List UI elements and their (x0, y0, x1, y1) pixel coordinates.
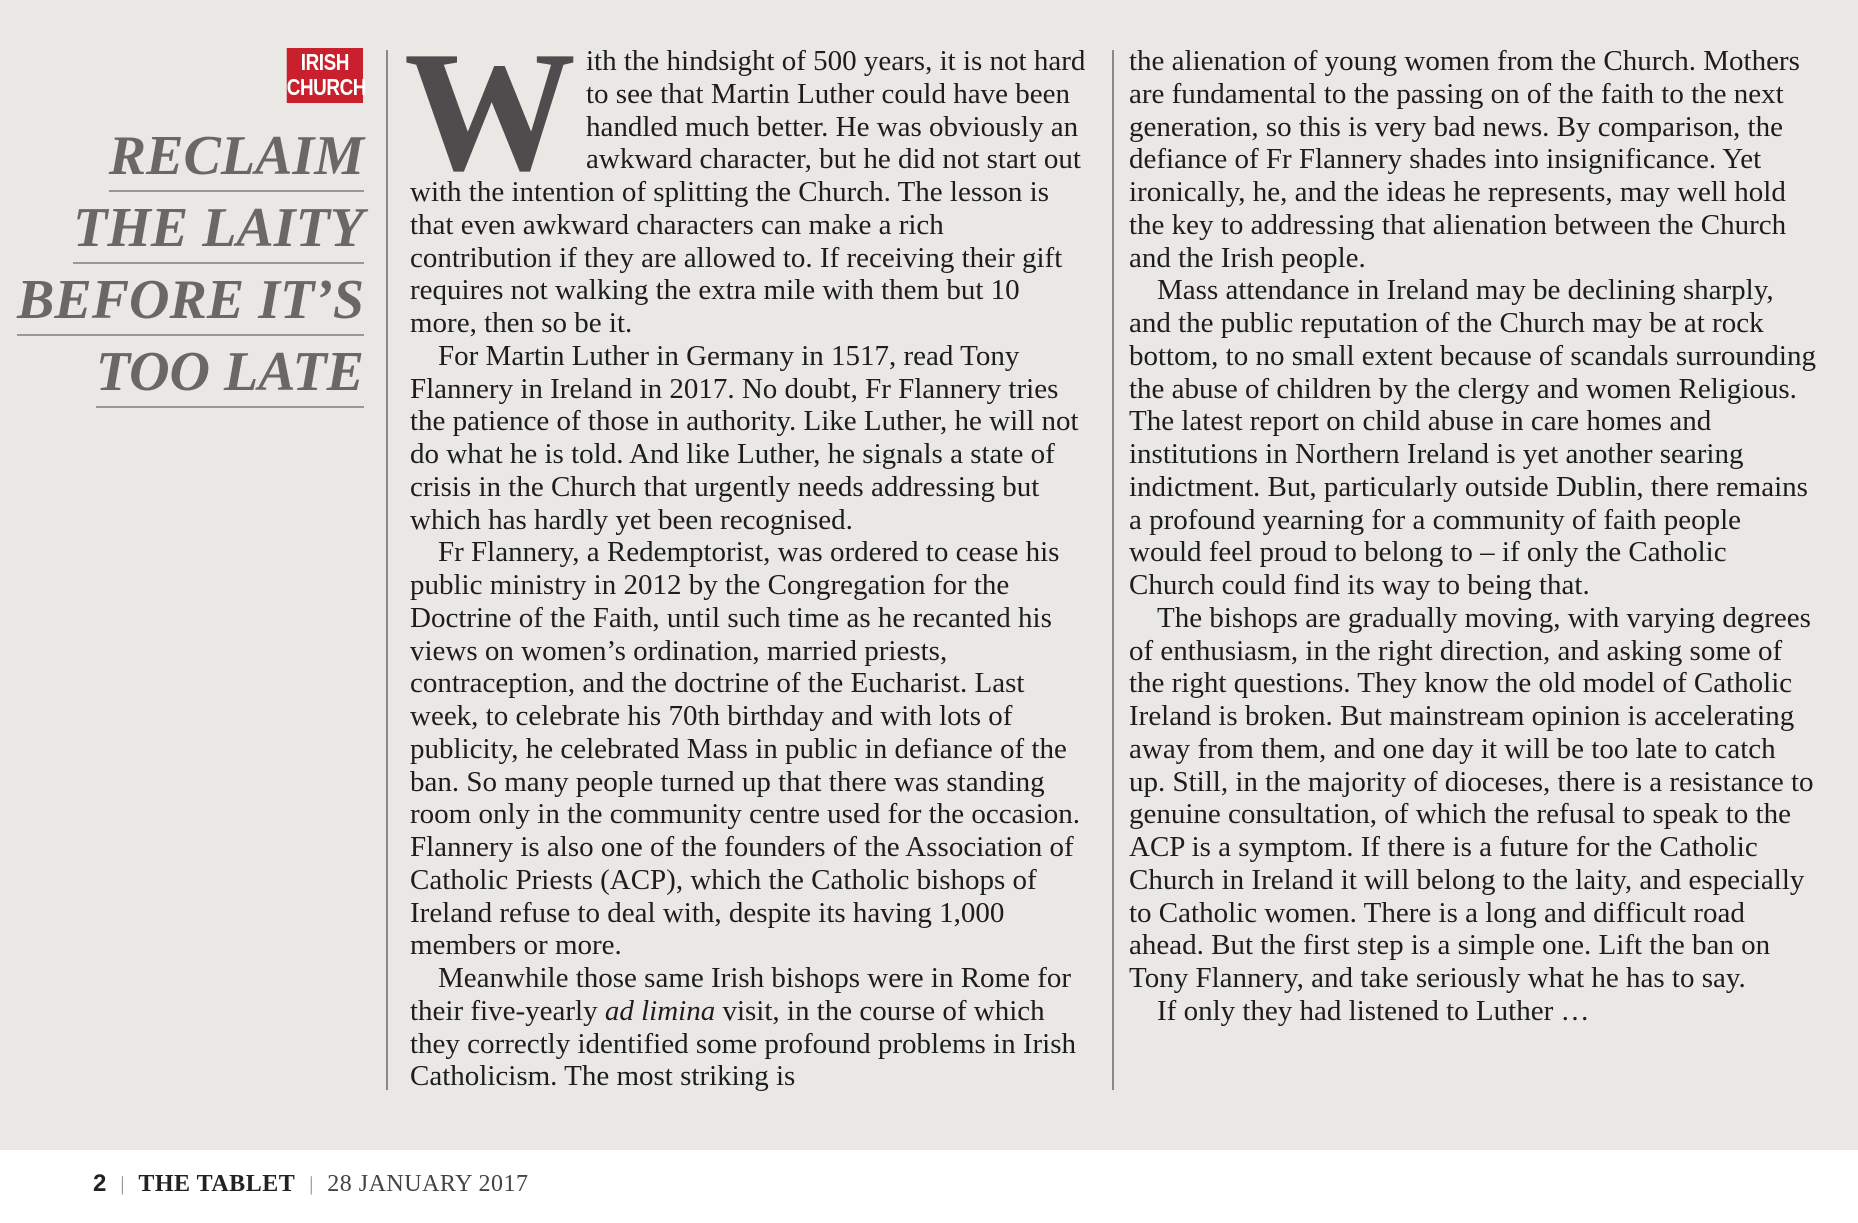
paragraph: the alienation of young women from the Church. Mothers are fundamental to the passing on of the faith to the next generation, so this is very bad news. By comparison, the defiance of Fr Flannery shades into insignificance. Yet ironically, he, and the ideas he represents, may well hold the key to addressing that alienation between the Church and the Irish people. (1129, 45, 1800, 274)
article-column-1 (404, 17, 1090, 1093)
headline-line-4: TOO LATE (96, 344, 364, 408)
footer-separator: | (120, 1172, 125, 1195)
paragraph-text: Meanwhile those same Irish bishops were in Rome for their five-yearly (410, 962, 1072, 1027)
drop-cap: W (404, 17, 576, 207)
publication-name: THE TABLET (138, 1170, 296, 1197)
footer-separator: | (309, 1172, 314, 1195)
section-tag-line-1: IRISH (300, 49, 349, 75)
issue-date: 28 JANUARY 2017 (327, 1170, 529, 1197)
paragraph: The bishops are gradually moving, with varying degrees of enthusiasm, in the right direction, and asking some of the right questions. They know the old model of Catholic Ireland is broken. But mainstream opinion is accelerating away from them, and one day it will be too late to catch up. Still, in the majority of dioceses, there is a resistance to genuine consultation, of which the refusal to speak to the ACP is a symptom. If there is a future for the Catholic Church in Ireland it will belong to the laity, and especially to Catholic women. There is a long and difficult road ahead. But the first step is a simple one. Lift the ban on Tony Flannery, and take seriously what he has to say. (1129, 601, 1814, 994)
headline-line-2: THE LAITY (73, 200, 364, 264)
paragraph-text: ith the hindsight of 500 years, it is not hard to see that Martin Luther could have been handled much better. He was obviously an awkward character, but he did not start out with the intention of splitting the Church. The lesson is that even awkward characters can make a rich contribution if they are allowed to. If receiving their gift requires not walking the extra mile with them but 10 more, then so be it. (410, 45, 1086, 339)
paragraph: For Martin Luther in Germany in 1517, read Tony Flannery in Ireland in 2017. No doubt, Fr Flannery tries the patience of those in authority. Like Luther, he will not do what he is told. And like Luther, he signals a state of crisis in the Church that urgently needs addressing but which has hardly yet been recognised. (410, 339, 1079, 536)
paragraph (410, 962, 1090, 1093)
column-rule-middle (1112, 50, 1114, 1090)
paragraph: Fr Flannery, a Redemptorist, was ordered to cease his public ministry in 2012 by the Congregation for the Doctrine of the Faith, until such time as he recanted his views on women’s ordination, married priests, contraception, and the doctrine of the Eucharist. Last week, to celebrate his 70th birthday and with lots of publicity, he celebrated Mass in public in defiance of the ban. So many people turned up that there was standing room only in the community centre used for the occasion. Flannery is also one of the founders of the Association of Catholic Priests (ACP), which the Catholic bishops of Ireland refuse to deal with, despite its having 1,000 members or more. (410, 536, 1081, 962)
section-tag (286, 48, 367, 103)
page-footer (93, 1170, 529, 1198)
article-column-2 (1129, 45, 1819, 1028)
paragraph: Mass attendance in Ireland may be declining sharply, and the public reputation of the Church may be at rock bottom, to no small extent because of scandals surrounding the abuse of children by the clergy and women Religious. The latest report on child abuse in care homes and institutions in Northern Ireland is yet another searing indictment. But, particularly outside Dublin, there remains a profound yearning for a community of faith people would feel proud to belong to – if only the Catholic Church could find its way to being that. (1129, 274, 1816, 601)
column-rule-left (386, 50, 388, 1090)
paragraph (404, 17, 1090, 340)
latin-term: ad limina (604, 994, 716, 1027)
headline-line-1: RECLAIM (109, 128, 364, 192)
paragraph-text: visit, in the course of which they correctly identified some profound problems in Irish Catholicism. The most striking is (410, 994, 1077, 1093)
paragraph: If only they had listened to Luther … (1157, 994, 1590, 1027)
section-tag-line-2: CHURCH (286, 74, 367, 100)
page-number: 2 (93, 1170, 107, 1197)
headline-line-3: BEFORE IT’S (17, 272, 364, 336)
headline (17, 125, 364, 416)
